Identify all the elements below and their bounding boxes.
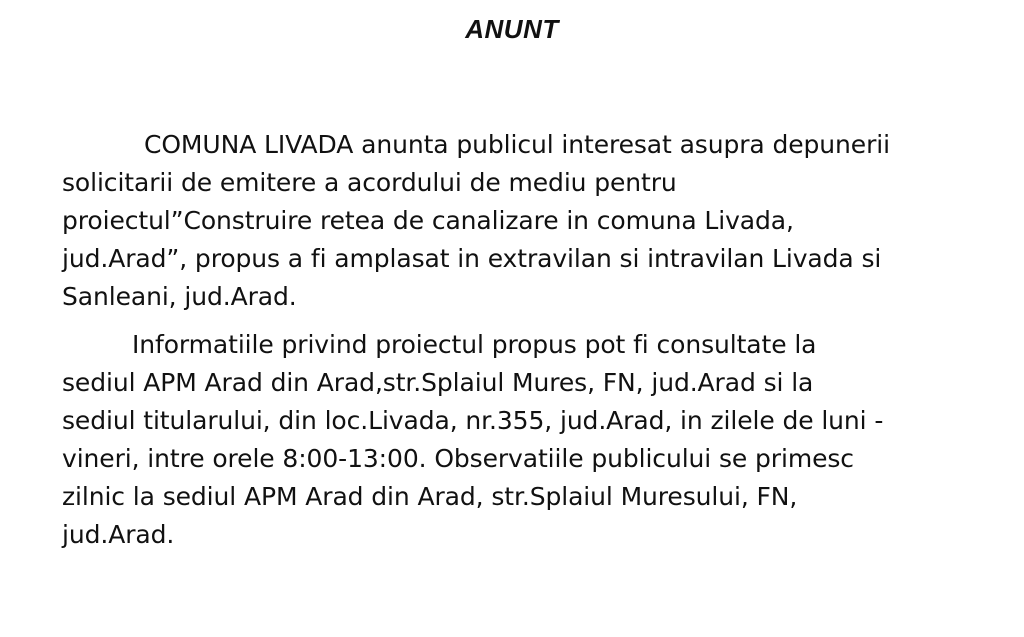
paragraph-2-line: zilnic la sediul APM Arad din Arad, str.Splaiul Muresului, FN, bbox=[62, 482, 798, 511]
paragraph-2-line: Informatiile privind proiectul propus pot fi consultate la bbox=[132, 330, 817, 359]
paragraph-1-line: Sanleani, jud.Arad. bbox=[62, 282, 297, 311]
paragraph-1-line: jud.Arad”, propus a fi amplasat in extravilan si intravilan Livada si bbox=[62, 244, 882, 273]
paragraph-spacer bbox=[62, 316, 992, 326]
paragraph-2-line: jud.Arad. bbox=[62, 520, 175, 549]
announcement-title: ANUNT bbox=[465, 14, 559, 44]
paragraph-2 bbox=[62, 326, 992, 554]
paragraph-2-line: vineri, intre orele 8:00-13:00. Observatiile publicului se primesc bbox=[62, 444, 854, 473]
paragraph-1 bbox=[62, 126, 992, 316]
paragraph-1-line: solicitarii de emitere a acordului de mediu pentru bbox=[62, 168, 677, 197]
paragraph-1-line: proiectul”Construire retea de canalizare in comuna Livada, bbox=[62, 206, 794, 235]
paragraph-2-line: sediul APM Arad din Arad,str.Splaiul Mures, FN, jud.Arad si la bbox=[62, 368, 814, 397]
paragraph-1-line: COMUNA LIVADA anunta publicul interesat asupra depunerii bbox=[144, 130, 890, 159]
paragraph-2-line: sediul titularului, din loc.Livada, nr.355, jud.Arad, in zilele de luni - bbox=[62, 406, 884, 435]
announcement-body bbox=[62, 126, 992, 554]
